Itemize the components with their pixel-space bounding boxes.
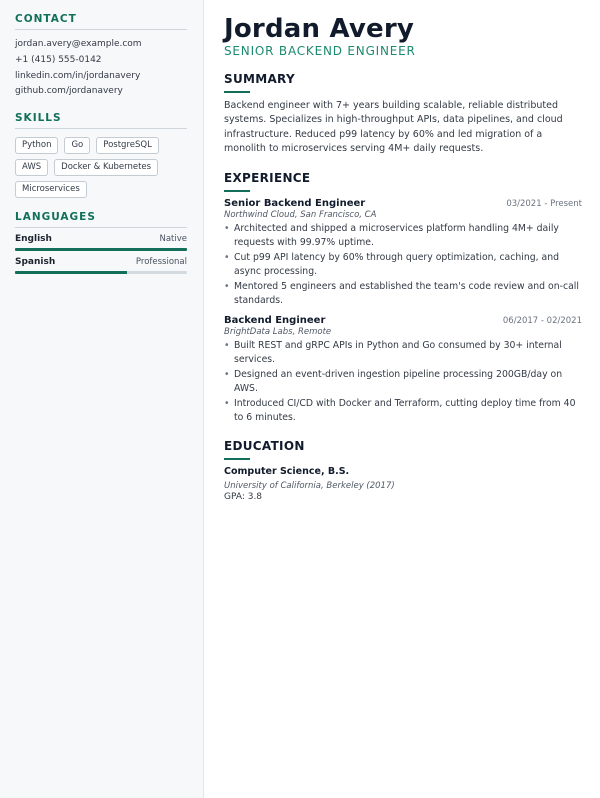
job-bullets [224,339,582,425]
job-bullet: • Introduced CI/CD with Docker and Terraform, cutting deploy time from 40 to 6 minutes. [224,397,582,425]
education-school: University of California, Berkeley (2017) [224,480,395,491]
job-company: BrightData Labs, Remote [224,326,332,337]
job-bullet: • Built REST and gRPC APIs in Python and Go consumed by 30+ internal services. [224,339,582,367]
job-company: Northwind Cloud, San Francisco, CA [224,209,377,220]
language-bar [15,271,187,274]
job-entry [224,198,582,308]
summary-text: Backend engineer with 7+ years building scalable, reliable distributed systems. Specializes in high-throughput APIs, data pipelines, and cloud infrastructure. Reduced p99 latency by 60% and led migration of a monolith to microservices serving 4M+ daily requests. [224,100,563,155]
language-row [15,257,187,274]
education-heading: EDUCATION [224,438,305,453]
education-gpa: GPA: 3.8 [224,491,263,502]
language-name: Spanish [15,257,56,268]
skill-chip: Go [64,137,90,154]
sidebar [0,0,204,798]
job-entry [224,315,582,425]
language-row [15,234,187,251]
language-name: English [15,234,52,245]
job-role: Senior Backend Engineer [224,197,366,209]
contact-heading: CONTACT [15,13,187,30]
experience-heading: EXPERIENCE [224,170,311,185]
job-role: Backend Engineer [224,314,326,326]
skill-chip: Python [15,137,58,154]
contact-linkedin[interactable]: linkedin.com/in/jordanavery [15,70,141,81]
contact-list [15,37,187,100]
job-title: SENIOR BACKEND ENGINEER [224,44,416,58]
experience-section [224,171,582,425]
candidate-name: Jordan Avery [224,14,415,44]
skills-heading: SKILLS [15,112,187,129]
section-rule [224,190,250,192]
languages-list [15,234,187,274]
section-rule [224,458,250,460]
section-rule [224,91,250,93]
skills-list [15,137,187,198]
job-bullet: • Designed an event-driven ingestion pipeline processing 200GB/day on AWS. [224,368,582,396]
job-bullets [224,222,582,308]
skill-chip: PostgreSQL [96,137,159,154]
skill-chip: AWS [15,159,48,176]
skill-chip: Docker & Kubernetes [54,159,158,176]
contact-email[interactable]: jordan.avery@example.com [15,39,142,49]
job-bullet: • Architected and shipped a microservices platform handling 4M+ daily requests with 99.97% uptime. [224,222,582,250]
education-degree: Computer Science, B.S. [224,465,350,477]
languages-heading: LANGUAGES [15,211,187,228]
job-dates: 03/2021 - Present [506,198,582,209]
education-section [224,439,582,502]
job-bullet: • Mentored 5 engineers and established the team's code review and on-call standards. [224,280,582,308]
job-bullet: • Cut p99 API latency by 60% through query optimization, caching, and async processing. [224,251,582,279]
language-level: Native [159,234,187,245]
language-bar-fill [15,248,187,251]
language-bar [15,248,187,251]
skill-chip: Microservices [15,181,87,198]
summary-heading: SUMMARY [224,72,295,86]
language-bar-fill [15,271,127,274]
main-content [204,0,600,798]
language-level: Professional [135,257,187,268]
contact-phone[interactable]: +1 (415) 555-0142 [15,54,102,65]
contact-github[interactable]: github.com/jordanavery [15,86,123,97]
summary-section [224,72,582,157]
job-dates: 06/2017 - 02/2021 [502,315,582,326]
